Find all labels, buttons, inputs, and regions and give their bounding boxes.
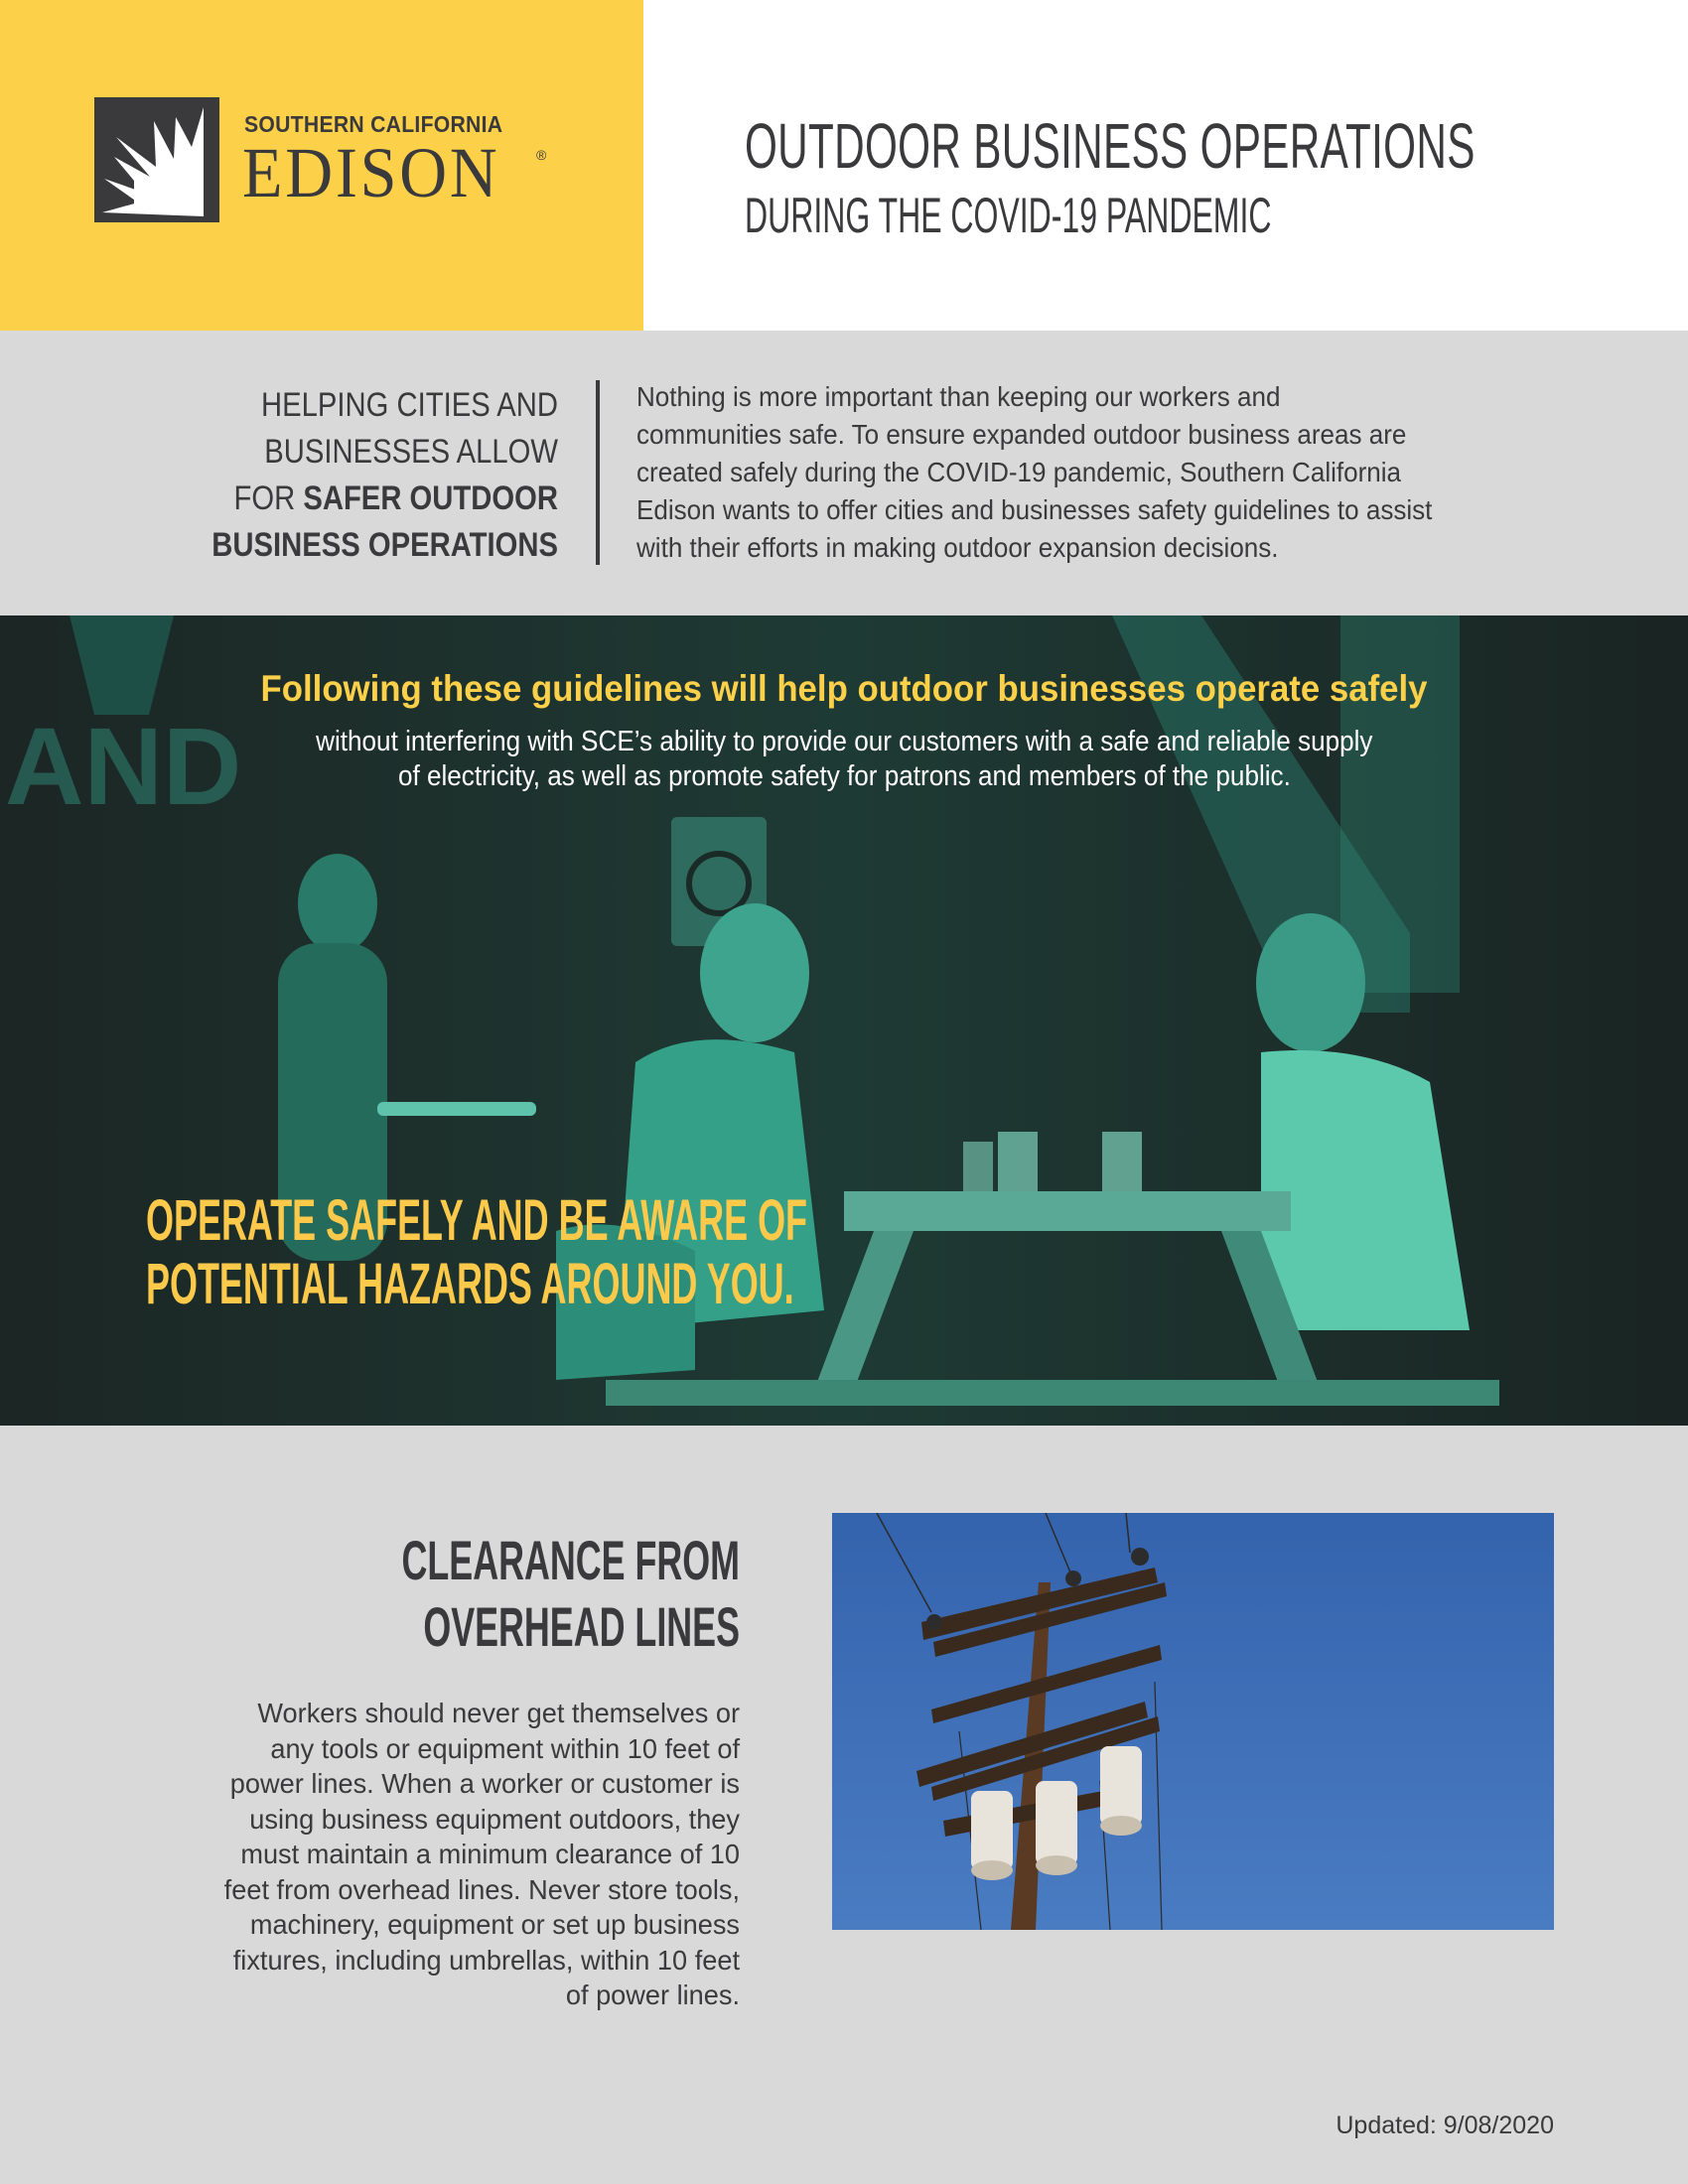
subtext-line bbox=[0, 759, 1688, 794]
utility-pole-photo bbox=[832, 1513, 1554, 1930]
registered-mark: ® bbox=[536, 147, 547, 163]
utility-pole-illustration bbox=[832, 1513, 1554, 1930]
tagline-prefix: FOR bbox=[233, 479, 304, 517]
tagline-line bbox=[165, 476, 558, 522]
body-line: feet from overhead lines. Never store tools, bbox=[223, 1873, 740, 1905]
callout-line: OPERATE SAFELY AND BE AWARE OF bbox=[146, 1188, 808, 1253]
page-subtitle: DURING THE COVID-19 PANDEMIC bbox=[745, 188, 1272, 243]
svg-text:AND: AND bbox=[5, 706, 242, 828]
body-line: with their efforts in making outdoor expansion decisions. bbox=[636, 532, 1279, 563]
body-line: power lines. When a worker or customer is bbox=[229, 1768, 740, 1799]
safety-callout bbox=[146, 1189, 1212, 1316]
logo-name: EDISON bbox=[242, 133, 500, 212]
header bbox=[0, 0, 1688, 331]
section-title-line: CLEARANCE FROM bbox=[401, 1529, 740, 1591]
body-line: Workers should never get themselves or bbox=[257, 1698, 740, 1728]
body-line: using business equipment outdoors, they bbox=[249, 1803, 740, 1835]
body-line: of power lines. bbox=[565, 1979, 740, 2010]
logo-panel bbox=[0, 0, 643, 331]
section-body bbox=[104, 1696, 740, 2013]
headline-text: Following these guidelines will help outdoor businesses operate safely bbox=[260, 668, 1428, 709]
logo-subtitle: SOUTHERN CALIFORNIA bbox=[244, 111, 503, 137]
section-title bbox=[211, 1527, 740, 1660]
section-title-line: OVERHEAD LINES bbox=[423, 1595, 740, 1658]
subtext-line bbox=[0, 725, 1688, 759]
body-line: machinery, equipment or set up business bbox=[249, 1909, 740, 1940]
body-line: Nothing is more important than keeping our workers and bbox=[636, 381, 1281, 412]
intro-tagline bbox=[101, 382, 558, 569]
updated-date: Updated: 9/08/2020 bbox=[1336, 2112, 1554, 2139]
band-headline bbox=[0, 667, 1688, 711]
tagline-line: BUSINESSES ALLOW bbox=[264, 433, 558, 471]
sunburst-icon bbox=[94, 97, 219, 222]
callout-line: POTENTIAL HAZARDS AROUND YOU. bbox=[146, 1252, 794, 1316]
body-line: communities safe. To ensure expanded outdoor business areas are bbox=[636, 419, 1407, 450]
tagline-line: HELPING CITIES AND bbox=[261, 386, 558, 424]
page-title: OUTDOOR BUSINESS OPERATIONS bbox=[745, 110, 1476, 182]
body-line: fixtures, including umbrellas, within 10 feet bbox=[232, 1944, 740, 1976]
divider bbox=[596, 380, 600, 565]
body-line: any tools or equipment within 10 feet of bbox=[270, 1732, 740, 1764]
tagline-bold: BUSINESS OPERATIONS bbox=[211, 526, 558, 564]
body-line: created safely during the COVID-19 pandemic, Southern California bbox=[636, 457, 1402, 487]
subtext-line-text: without interfering with SCE’s ability to provide our customers with a safe and reliable supply bbox=[315, 726, 1373, 757]
body-line: must maintain a minimum clearance of 10 bbox=[240, 1839, 740, 1869]
intro-section bbox=[0, 331, 1688, 615]
tagline-bold: SAFER OUTDOOR bbox=[303, 479, 558, 517]
body-line: Edison wants to offer cities and businesses safety guidelines to assist bbox=[636, 494, 1433, 525]
intro-body bbox=[636, 378, 1639, 567]
tagline-line bbox=[165, 522, 558, 569]
subtext-line-text: of electricity, as well as promote safety for patrons and members of the public. bbox=[397, 760, 1291, 792]
band-subtext bbox=[0, 725, 1688, 794]
outdoor-dining-photo bbox=[0, 615, 1688, 1426]
